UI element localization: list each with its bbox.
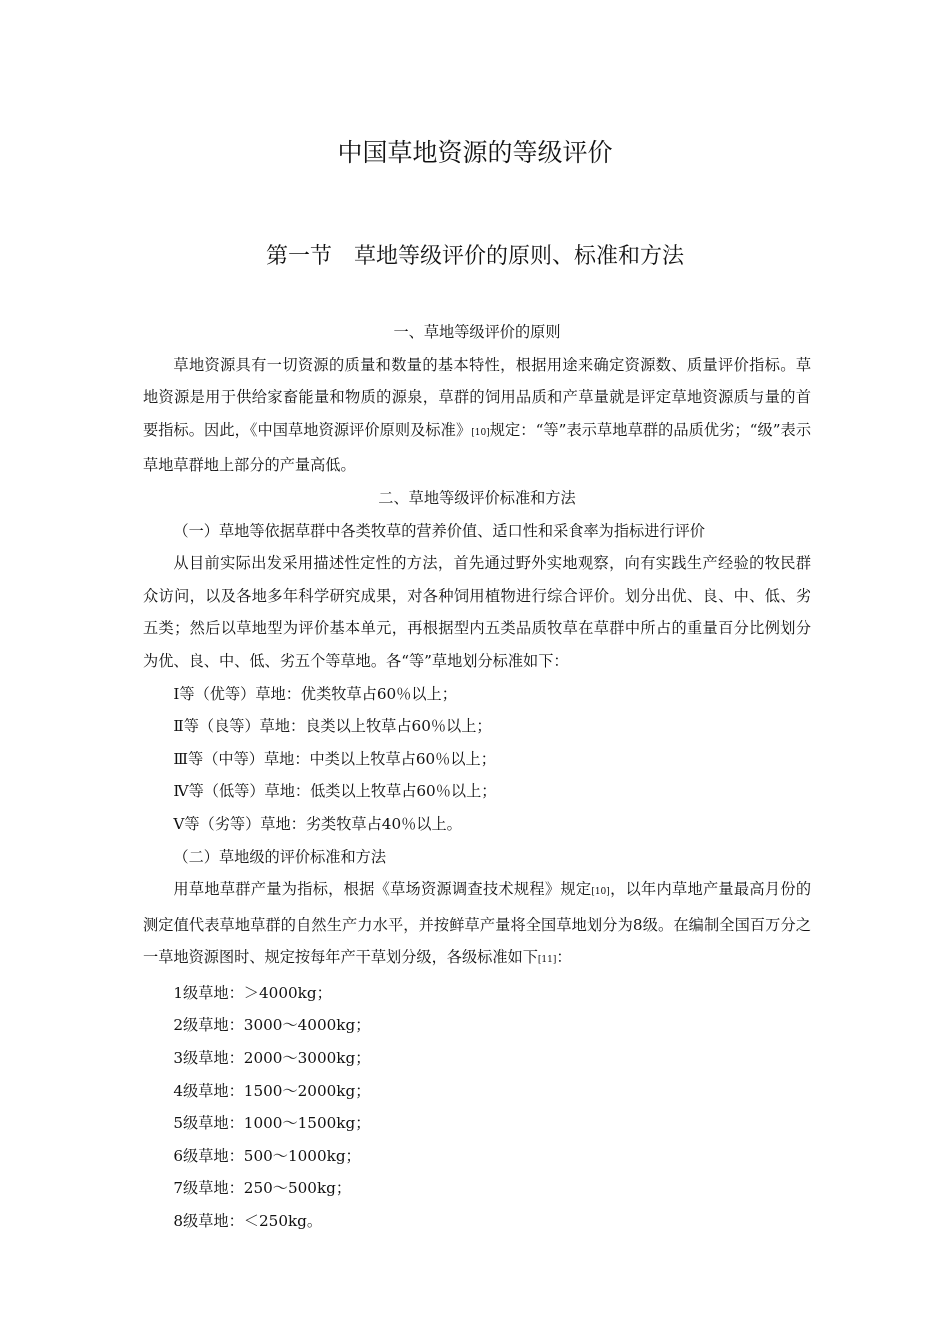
paragraph-2: 从目前实际出发采用描述性定性的方法，首先通过野外实地观察，向有实践生产经验的牧民群众访问，以及各地多年科学研究成果，对各种饲用植物进行综合评价。划分出优、良、中、低、劣五类；然后以草地型为评价基本单元，再根据型内五类品质牧草在草群中所占的重量百分比例划分为优、良、中、低、劣五个等草地。各“等”草地划分标准如下： [143, 554, 811, 670]
document-title: 中国草地资源的等级评价 [337, 138, 613, 167]
level-item: 2级草地：3000～4000kg； [173, 1016, 371, 1035]
section-heading [0, 241, 950, 273]
section-number: 第一节 [265, 244, 332, 269]
citation-ref: [10] [591, 887, 610, 898]
section-title: 草地等级评价的原则、标准和方法 [354, 244, 685, 269]
list-heading-grade: （一）草地等依据草群中各类牧草的营养价值、适口性和采食率为指标进行评价 [173, 521, 705, 540]
document-body [143, 316, 811, 1238]
level-item: 4级草地：1500～2000kg； [173, 1081, 371, 1100]
level-item: 1级草地：＞4000kg； [173, 983, 332, 1002]
grade-item: Ⅱ等（良等）草地：良类以上牧草占60％以上； [173, 717, 492, 736]
citation-ref: [10] [471, 427, 490, 438]
grade-item: Ⅰ等（优等）草地：优类牧草占60％以上； [173, 684, 457, 703]
level-item: 3级草地：2000～3000kg； [173, 1049, 371, 1068]
subsection-heading-2: 二、草地等级评价标准和方法 [378, 488, 576, 507]
grade-item: Ⅴ等（劣等）草地：劣类牧草占40％以上。 [173, 814, 462, 833]
paragraph-3: 用草地草群产量为指标，根据《草场资源调查技术规程》规定[10]，以年内草地产量最高月份的测定值代表草地草群的自然生产力水平，并按鲜草产量将全国草地划分为8级。在编制全国百万分之一草地资源图时、规定按每年产干草划分级，各级标准如下[11]： [143, 880, 812, 967]
grade-item: Ⅲ等（中等）草地：中类以上牧草占60％以上； [173, 749, 496, 768]
subsection-heading-1: 一、草地等级评价的原则 [393, 323, 561, 341]
paragraph-1: 草地资源具有一切资源的质量和数量的基本特性，根据用途来确定资源数、质量评价指标。草地资源是用于供给家畜能量和物质的源泉，草群的饲用品质和产草量就是评定草地资源质与量的首要指标。因此，《中国草地资源评价原则及标准》[10]规定：“等”表示草地草群的品质优劣；“级”表示草地草群地上部分的产量高低。 [143, 355, 812, 475]
grade-item: Ⅳ等（低等）草地：低类以上牧草占60％以上； [173, 782, 497, 801]
level-item: 6级草地：500～1000kg； [173, 1146, 361, 1165]
level-item: 5级草地：1000～1500kg； [173, 1114, 371, 1133]
list-heading-level: （二）草地级的评价标准和方法 [173, 847, 387, 866]
level-item: 8级草地：＜250kg。 [173, 1212, 323, 1231]
level-item: 7级草地：250～500kg； [173, 1179, 352, 1198]
citation-ref: [11] [537, 955, 557, 966]
